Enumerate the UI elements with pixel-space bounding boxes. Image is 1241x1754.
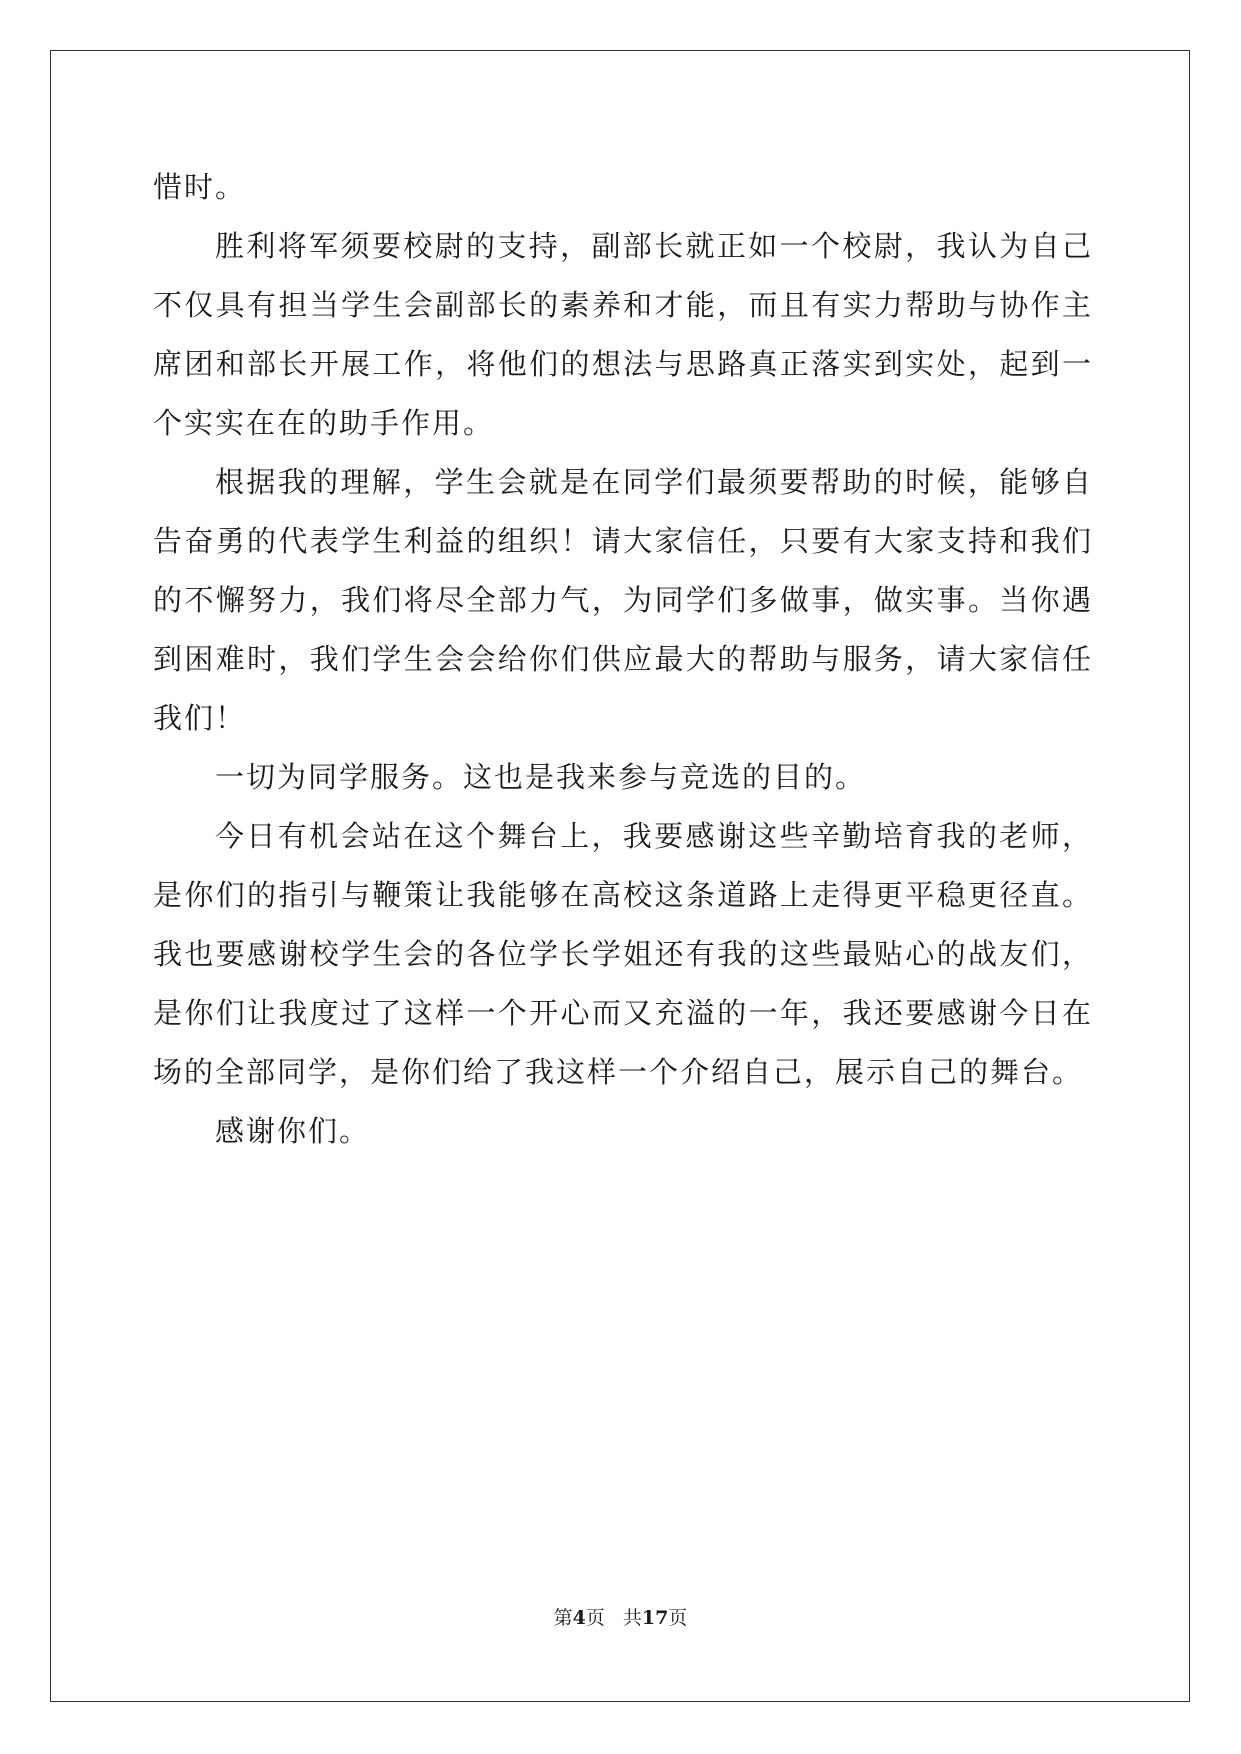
paragraph-3: 根据我的理解，学生会就是在同学们最须要帮助的时候，能够自告奋勇的代表学生利益的组织！请大家信任，只要有大家支持和我们的不懈努力，我们将尽全部力气，为同学们多做事，做实事。当你遇到困难时，我们学生会会给你们供应最大的帮助与服务，请大家信任我们！ bbox=[153, 465, 1093, 735]
page-footer bbox=[0, 1606, 1241, 1630]
total-pages: 17 bbox=[641, 1607, 669, 1629]
page-suffix: 页 bbox=[585, 1607, 605, 1629]
paragraph-4: 一切为同学服务。这也是我来参与竞选的目的。 bbox=[215, 760, 867, 794]
page-prefix: 第 bbox=[553, 1607, 573, 1629]
paragraph-5: 今日有机会站在这个舞台上，我要感谢这些辛勤培育我的老师，是你们的指引与鞭策让我能够在高校这条道路上走得更平稳更径直。我也要感谢校学生会的各位学长学姐还有我的这些最贴心的战友们，是你们让我度过了这样一个开心而又充溢的一年，我还要感谢今日在场的全部同学，是你们给了我这样一个介绍自己，展示自己的舞台。 bbox=[153, 819, 1093, 1089]
total-prefix: 共 bbox=[622, 1607, 642, 1629]
paragraph-1: 惜时。 bbox=[153, 170, 247, 204]
paragraph-2: 胜利将军须要校尉的支持，副部长就正如一个校尉，我认为自己不仅具有担当学生会副部长的素养和才能，而且有实力帮助与协作主席团和部长开展工作，将他们的想法与思路真正落实到实处，起到一个实实在在的助手作用。 bbox=[153, 229, 1093, 440]
paragraph-6: 感谢你们。 bbox=[215, 1114, 371, 1148]
document-body bbox=[153, 158, 1093, 1161]
page-number: 4 bbox=[572, 1607, 586, 1629]
total-suffix: 页 bbox=[668, 1607, 688, 1629]
